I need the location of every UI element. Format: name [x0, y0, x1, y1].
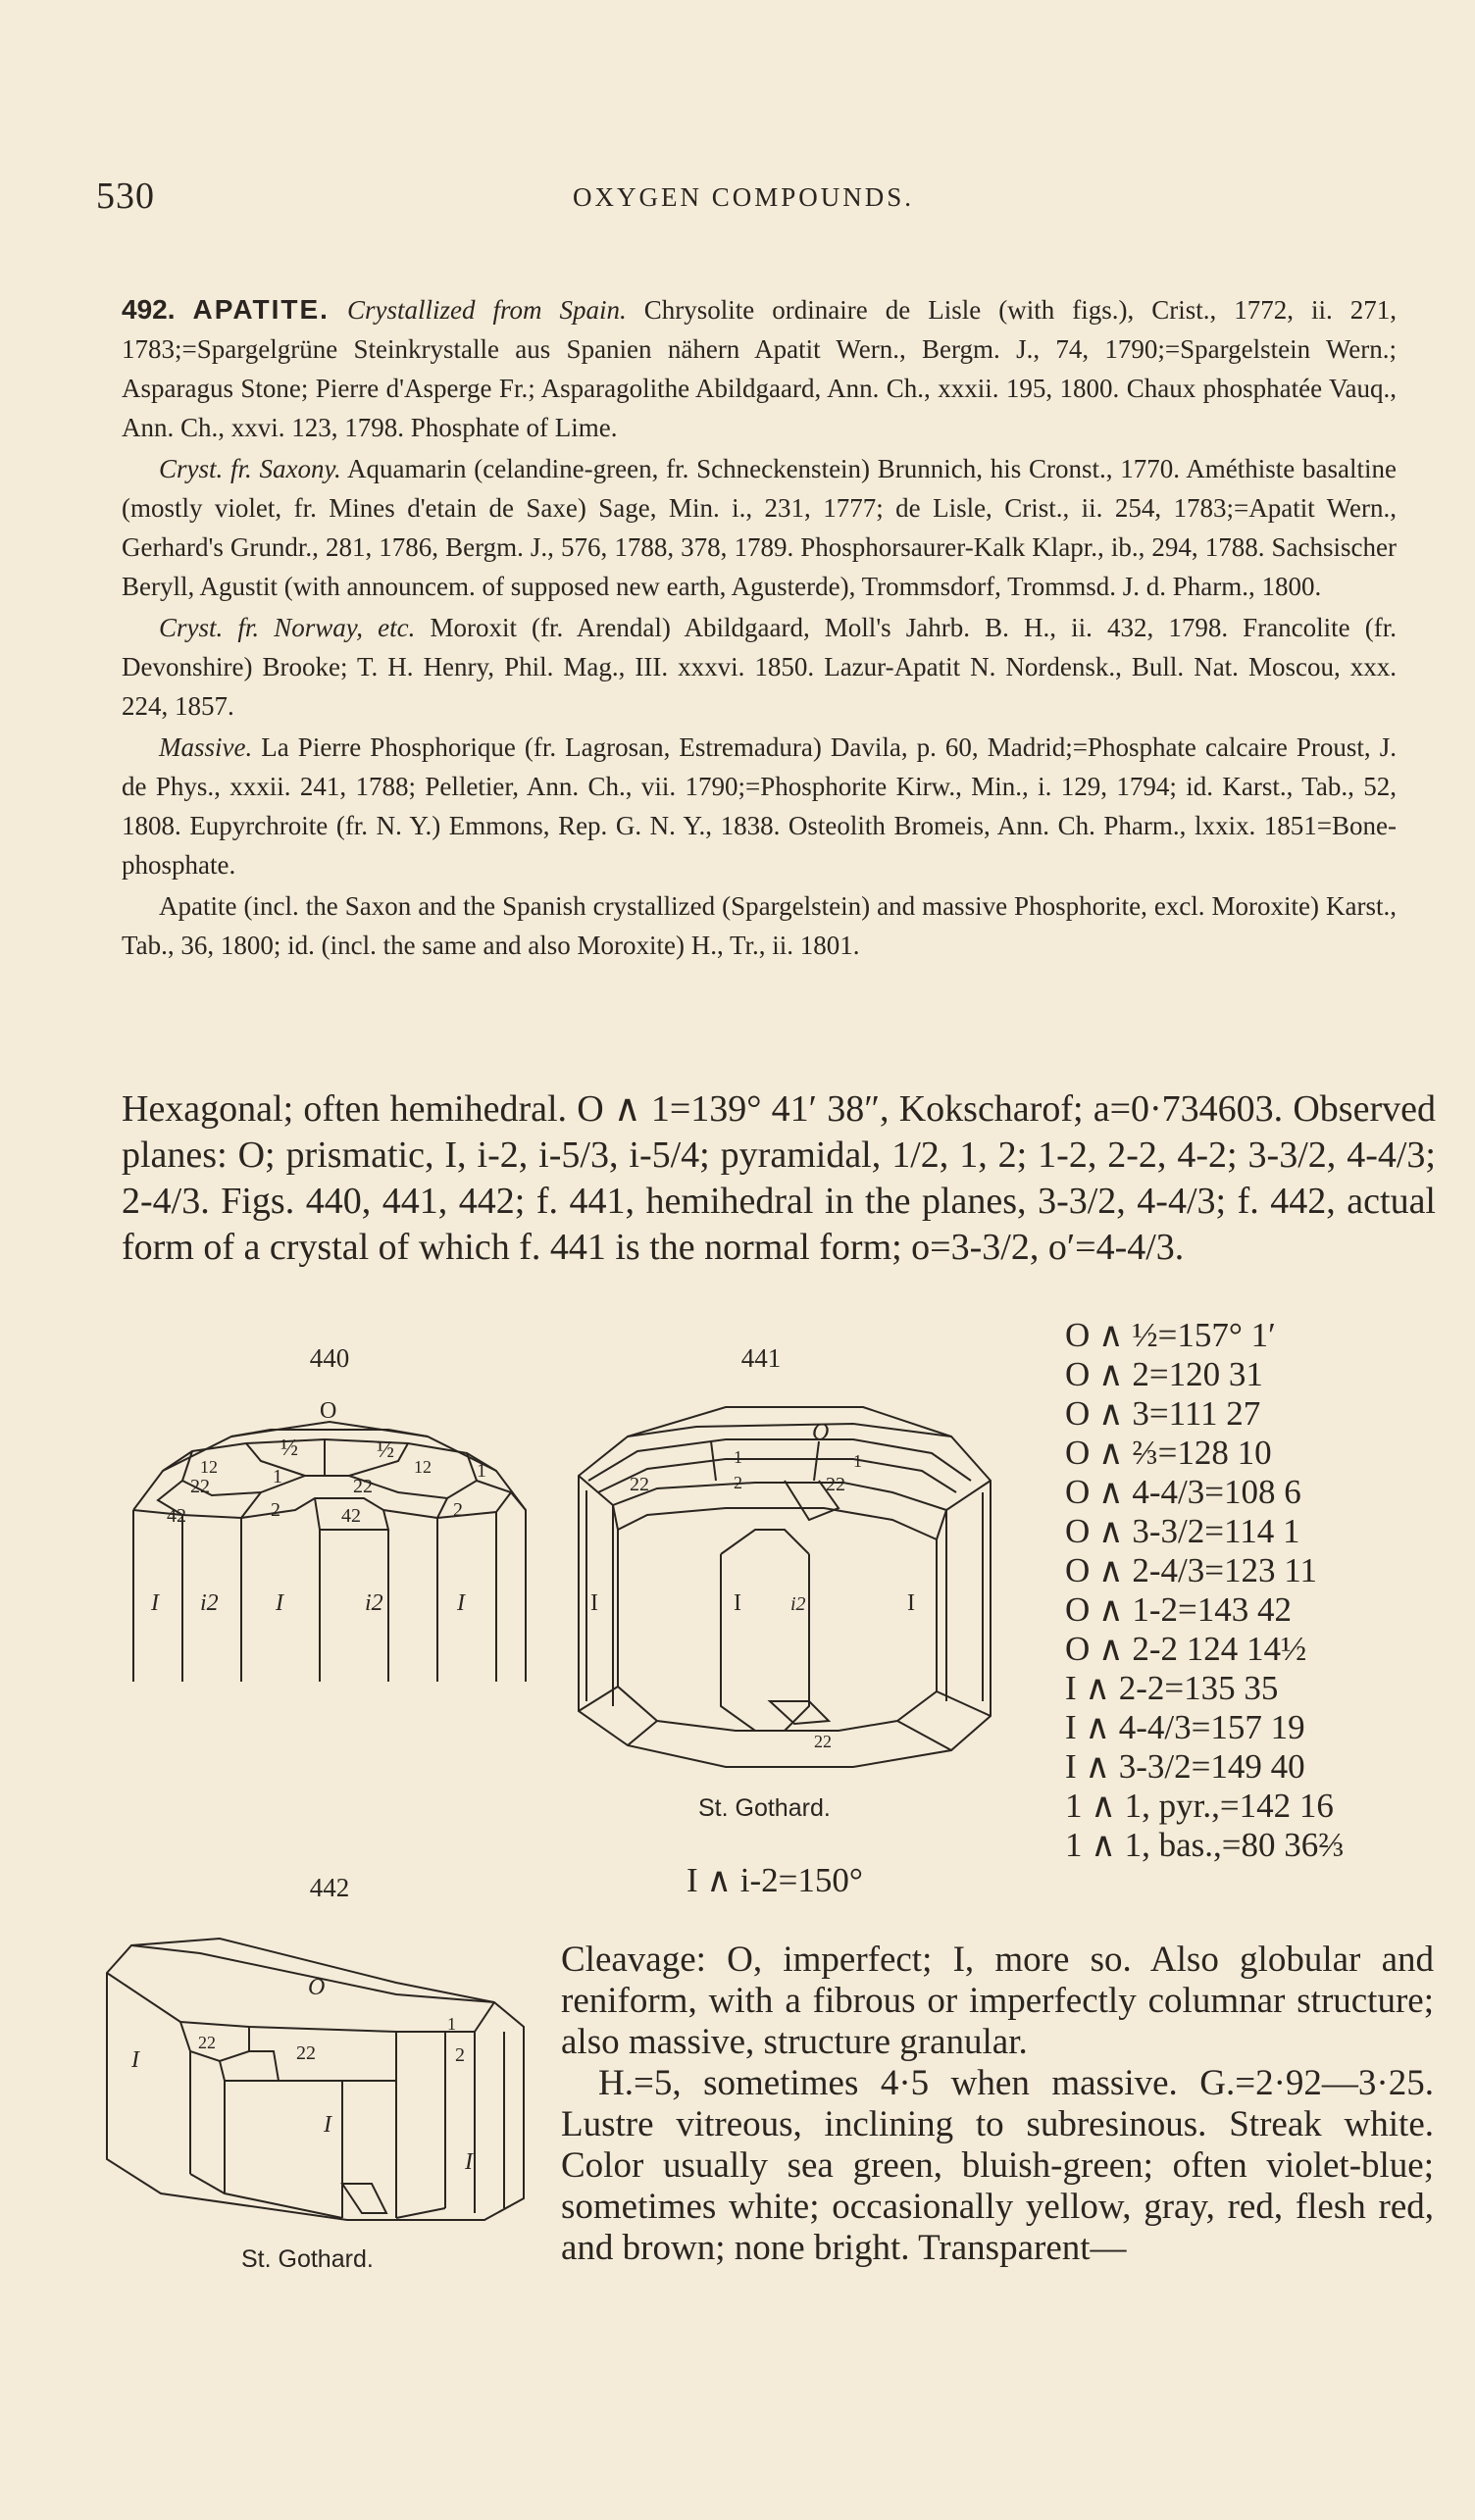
angle-row: O ∧ 1-2=143 42 [1065, 1590, 1293, 1629]
synonymy-paragraph [122, 886, 1397, 965]
fig440-face-half: ½ [280, 1436, 298, 1461]
angle-row: I ∧ 4-4/3=157 19 [1065, 1708, 1305, 1746]
fig440-face-2: 2 [453, 1499, 463, 1521]
page-number: 530 [96, 176, 155, 217]
fig440-face-I: I [151, 1590, 159, 1616]
fig440-face-I: I [276, 1590, 283, 1616]
fig441-face-22: 22 [630, 1474, 649, 1495]
figure-440-number: 440 [309, 1343, 350, 1373]
fig440-face-i2: i2 [365, 1590, 383, 1616]
figure-441-drawing [559, 1383, 1000, 1775]
fig442-face-22: 22 [198, 2033, 216, 2052]
running-title: OXYGEN COMPOUNDS. [572, 182, 915, 212]
entry-number: 492. [122, 294, 176, 325]
fig442-face-22: 22 [296, 2042, 316, 2064]
figure-442-caption: St. Gothard. [241, 2245, 374, 2273]
crystallography-text: Hexagonal; often hemihedral. O ∧ 1=139° 41′ 38″, Kokscharof; a=0·734603. Observed planes: O; prismatic, I, i-2, i-5/3, i-5/4; pyramidal, 1/2, 1, 2; 1-2, 2-2, 4-2; 3-3/2, 4-4/3; 2-4/3. Figs. 440, 441, 442; f. 441, hemihedral in the planes, 3-3/2, 4-4/3; f. 442, actual form of a crystal of which f. 441 is the normal form; o=3-3/2, o′=4-4/3. [122, 1088, 1436, 1268]
fig442-face-1: 1 [447, 2014, 456, 2034]
synonymy-lead: Massive. [159, 732, 253, 762]
synonymy-text: Apatite (incl. the Saxon and the Spanish crystallized (Spargelstein) and massive Phosphorite, excl. Moroxite) Karst., Tab., 36, 1800; id. (incl. the same and also Moroxite) H., Tr., ii. 1801. [122, 891, 1397, 960]
angle-row: O ∧ 2-4/3=123 11 [1065, 1551, 1317, 1589]
fig441-face-I: I [590, 1590, 598, 1616]
fig440-face-i2: i2 [200, 1590, 219, 1616]
synonymy-paragraph [122, 449, 1397, 606]
fig442-face-I: I [131, 2047, 139, 2073]
angle-row: O ∧ 2-2 124 14½ [1065, 1630, 1307, 1668]
angle-row: 1 ∧ 1, bas.,=80 36⅔ [1065, 1826, 1345, 1864]
fig441-face-i2: i2 [790, 1593, 806, 1615]
synonymy-lead: Cryst. fr. Saxony. [159, 454, 341, 483]
synonymy-lead: Cryst. fr. Norway, etc. [159, 613, 416, 642]
fig440-face-22: 22 [190, 1476, 210, 1497]
angle-row: O ∧ 3=111 27 [1065, 1394, 1261, 1433]
fig441-face-1: 1 [853, 1451, 862, 1471]
fig441-face-o: O [812, 1420, 830, 1445]
synonymy-text: Aquamarin (celandine-green, fr. Schneckenstein) Brunnich, his Cronst., 1770. Améthiste basaltine (mostly violet, fr. Mines d'etain de Saxe) Sage, Min. i., 231, 1777; de Lisle, Crist., ii. 254, 1783;=Apatit Wern., Gerhard's Grundr., 281, 1786, Bergm. J., 576, 1788, 378, 1789. Phosphorsaurer-Kalk Klapr., ib., 294, 1788. Sachsischer Beryll, Agustit (with announcem. of supposed new earth, Agusterde), Trommsdorf, Trommsd. J. d. Pharm., 1800. [122, 454, 1397, 601]
hardness-paragraph: H.=5, sometimes 4·5 when massive. G.=2·92—3·25. Lustre vitreous, inclining to subresinous. Streak white. Color usually sea green, bluish-green; often violet-blue; sometimes white; occasionally yellow, gray, red, flesh red, and brown; none bright. Transparent— [561, 2063, 1434, 2268]
running-head [96, 175, 1391, 224]
fig440-face-I: I [457, 1590, 465, 1616]
angle-row: I ∧ 3-3/2=149 40 [1065, 1747, 1305, 1786]
angle-row: I ∧ 2-2=135 35 [1065, 1669, 1279, 1707]
angle-row: O ∧ 2=120 31 [1065, 1355, 1263, 1393]
fig441-face-I: I [907, 1590, 915, 1616]
figure-442-drawing [102, 1934, 534, 2228]
fig440-face-12: 12 [414, 1457, 432, 1477]
synonymy-block [122, 290, 1397, 967]
synonymy-paragraph [122, 608, 1397, 726]
fig440-face-o: O [320, 1398, 337, 1424]
synonymy-text: Moroxit (fr. Arendal) Abildgaard, Moll's Jahrb. B. H., ii. 432, 1798. Francolite (fr. Devonshire) Brooke; T. H. Henry, Phil. Mag., III. xxxvi. 1850. Lazur-Apatit N. Nordensk., Bull. Nat. Moscou, xxx. 224, 1857. [122, 613, 1397, 721]
synonymy-paragraph [122, 290, 1397, 447]
fig442-face-o: O [308, 1975, 326, 2000]
figure-441-caption: St. Gothard. [698, 1794, 831, 1822]
angle-row: O ∧ 4-4/3=108 6 [1065, 1473, 1301, 1511]
fig441-face-22: 22 [814, 1732, 832, 1751]
angle-row: O ∧ ⅔=128 10 [1065, 1434, 1272, 1472]
fig441-face-22: 22 [826, 1474, 845, 1495]
synonymy-text: Chrysolite ordinaire de Lisle (with figs.), Crist., 1772, ii. 271, 1783;=Spargelgrüne Steinkrystalle aus Spanien nähern Apatit Wern., Bergm. J., 74, 1790;=Spargelstein Wern.; Asparagus Stone; Pierre d'Asperge Fr.; Asparagolithe Abildgaard, Ann. Ch., xxxii. 195, 1800. Chaux phosphatée Vauq., Ann. Ch., xxvi. 123, 1798. Phosphate of Lime. [122, 295, 1398, 442]
figure-442-number: 442 [309, 1873, 350, 1902]
angle-note: I ∧ i-2=150° [687, 1861, 863, 1899]
fig441-face-1: 1 [734, 1447, 742, 1467]
fig440-face-42: 42 [341, 1505, 361, 1527]
fig442-face-I: I [465, 2149, 473, 2175]
fig442-face-I: I [324, 2112, 331, 2138]
fig440-face-2: 2 [271, 1499, 280, 1521]
physical-properties [561, 1940, 1434, 2269]
crystallography-paragraph [122, 1086, 1436, 1271]
synonymy-lead: Crystallized from Spain. [346, 295, 627, 325]
fig440-face-42: 42 [167, 1505, 186, 1527]
entry-name: APATITE. [192, 294, 330, 325]
synonymy-paragraph [122, 728, 1397, 884]
fig440-face-1: 1 [477, 1460, 486, 1482]
fig440-face-1: 1 [273, 1466, 282, 1487]
fig440-face-half: ½ [377, 1437, 394, 1463]
figure-440-drawing [124, 1383, 535, 1687]
fig442-face-2: 2 [455, 2044, 465, 2066]
angle-row: O ∧ ½=157° 1′ [1065, 1316, 1276, 1354]
fig440-face-12: 12 [200, 1457, 218, 1477]
fig440-face-22: 22 [353, 1476, 373, 1497]
angle-row: 1 ∧ 1, pyr.,=142 16 [1065, 1787, 1334, 1825]
fig441-face-2: 2 [734, 1473, 742, 1492]
synonymy-text: La Pierre Phosphorique (fr. Lagrosan, Estremadura) Davila, p. 60, Madrid;=Phosphate calcaire Proust, J. de Phys., xxxii. 241, 1788; Pelletier, Ann. Ch., vii. 1790;=Phosphorite Kirw., Min., i. 129, 1794; id. Karst., Tab., 52, 1808. Eupyrchroite (fr. N. Y.) Emmons, Rep. G. N. Y., 1838. Osteolith Bromeis, Ann. Ch. Pharm., lxxix. 1851=Bone-phosphate. [122, 732, 1397, 880]
figure-441-number: 441 [740, 1343, 782, 1373]
interfacial-angle-table [1065, 1316, 1438, 1865]
cleavage-paragraph: Cleavage: O, imperfect; I, more so. Also globular and reniform, with a fibrous or imperfectly columnar structure; also massive, structure granular. [561, 1940, 1434, 2062]
fig441-face-I: I [734, 1590, 741, 1616]
angle-row: O ∧ 3-3/2=114 1 [1065, 1512, 1300, 1550]
